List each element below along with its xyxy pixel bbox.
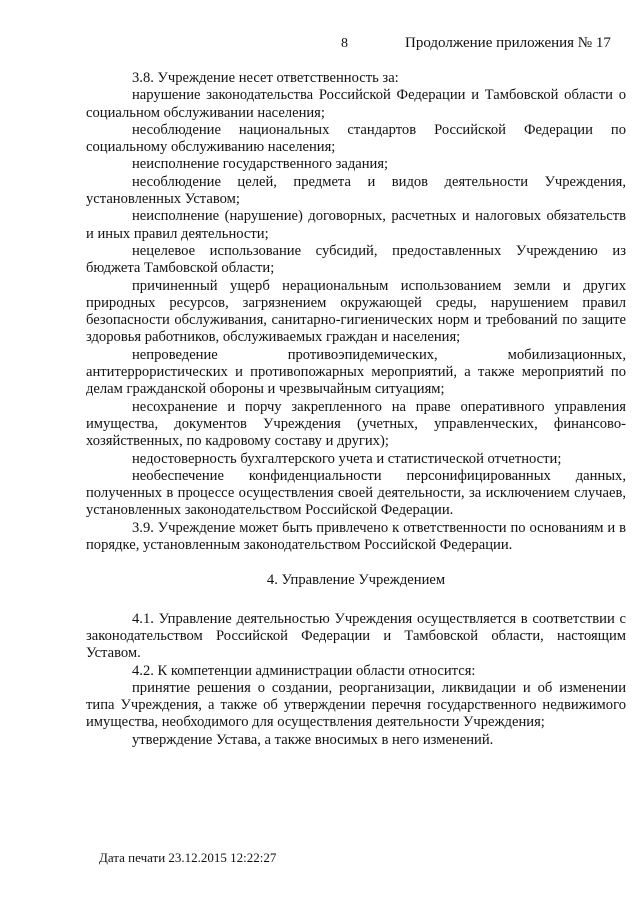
paragraph: нарушение законодательства Российской Федерации и Тамбовской области о социальном обслуживании населения; <box>86 87 626 121</box>
paragraph: несохранение и порчу закрепленного на праве оперативного управления имущества, документов Учреждения (учетных, управленческих, финансово-хозяйственных, по кадровому составу и других); <box>86 398 626 450</box>
paragraph: нецелевое использование субсидий, предоставленных Учреждению из бюджета Тамбовской области; <box>86 242 626 277</box>
paragraph: необеспечение конфиденциальности персонифицированных данных, полученных в процессе осуществления своей деятельности, за исключением случаев, установленных законодательством Российской Федерации. <box>86 467 626 519</box>
paragraph: причиненный ущерб нерациональным использованием земли и других природных ресурсов, загрязнением окружающей среды, нарушением правил безопасности обслуживания, санитарно-гигиенических норм и требований по защите здоровья работников, обслуживаемых граждан и населения; <box>86 277 626 346</box>
paragraph: 3.9. Учреждение может быть привлечено к ответственности по основаниям и в порядке, установленным законодательством Российской Федерации. <box>86 519 626 554</box>
page-number: 8 <box>341 36 348 51</box>
paragraph: несоблюдение национальных стандартов Российской Федерации по социальному обслуживанию населения; <box>86 121 626 156</box>
paragraph: непроведение противоэпидемических, мобилизационных, антитеррористических и противопожарных мероприятий, а также мероприятий по делам гражданской обороны и чрезвычайным ситуациям; <box>86 346 626 398</box>
paragraph: неисполнение (нарушение) договорных, расчетных и налоговых обязательств и иных правил деятельности; <box>86 208 626 242</box>
paragraph: 4.2. К компетенции администрации области относится: <box>132 662 476 679</box>
paragraph: недостоверность бухгалтерского учета и статистической отчетности; <box>132 450 562 467</box>
paragraph: утверждение Устава, а также вносимых в него изменений. <box>132 731 494 748</box>
appendix-continuation-title: Продолжение приложения № 17 <box>405 35 611 51</box>
paragraph: 4.1. Управление деятельностью Учреждения осуществляется в соответствии с законодательством Российской Федерации и Тамбовской области, настоящим Уставом. <box>86 610 626 662</box>
print-date-footer: Дата печати 23.12.2015 12:22:27 <box>99 850 277 865</box>
section-heading: 4. Управление Учреждением <box>266 572 446 589</box>
paragraph: принятие решения о создании, реорганизации, ликвидации и об изменении типа Учреждения, а также об утверждении перечня государственного недвижимого имущества, необходимого для осуществления деятельности Учреждения; <box>86 679 626 731</box>
paragraph: неисполнение государственного задания; <box>132 156 389 173</box>
paragraph: 3.8. Учреждение несет ответственность за: <box>132 70 399 86</box>
paragraph: несоблюдение целей, предмета и видов деятельности Учреждения, установленных Уставом; <box>86 173 626 208</box>
document-body <box>86 70 626 749</box>
